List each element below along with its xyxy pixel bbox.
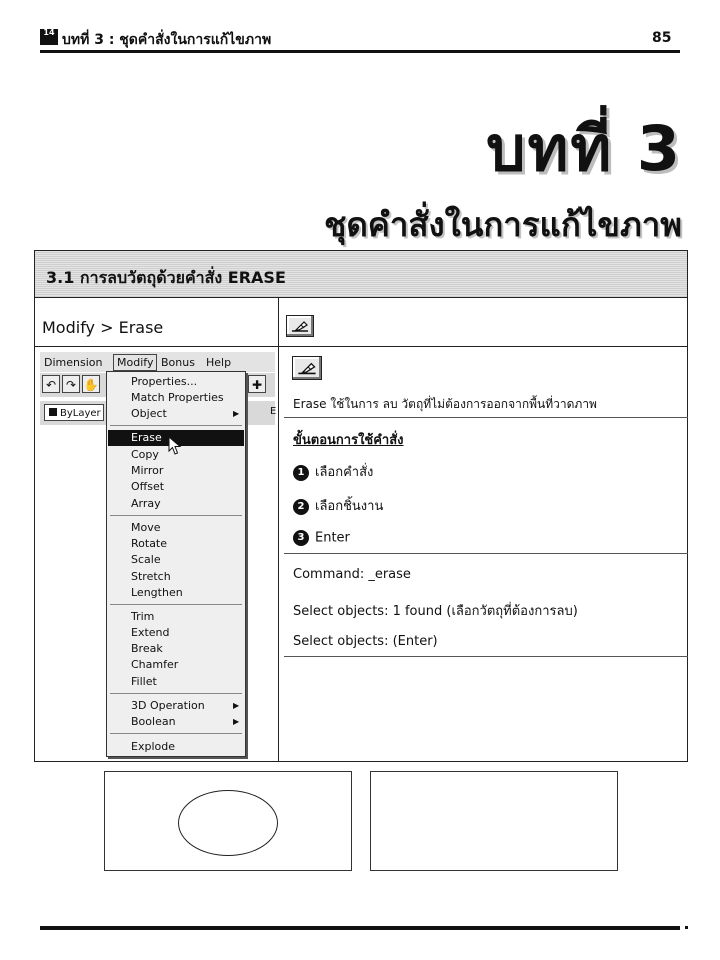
menu-item-rotate[interactable]: Rotate	[131, 537, 168, 550]
header-rule	[40, 50, 680, 53]
menu-item-extend[interactable]: Extend	[131, 626, 170, 639]
row-divider	[284, 553, 688, 554]
menu-separator	[110, 733, 242, 734]
eraser-icon	[287, 316, 313, 336]
step-item	[293, 530, 350, 546]
properties-icon[interactable]: ✚	[248, 375, 266, 393]
menu-item-trim[interactable]: Trim	[131, 610, 155, 623]
menu-item-break[interactable]: Break	[131, 642, 163, 655]
menu-item-object[interactable]: Object	[131, 407, 167, 420]
column-divider	[278, 298, 279, 762]
step-text: Enter	[315, 530, 350, 546]
toolbar-edge: E	[270, 406, 277, 417]
menu-item-array[interactable]: Array	[131, 497, 161, 510]
running-header-title: บทที่ 3 : ชุดคำสั่งในการแก้ไขภาพ	[62, 32, 272, 48]
step-text: เลือกคำสั่ง	[315, 465, 374, 480]
menu-dimension[interactable]: Dimension	[44, 356, 103, 369]
step-text: เลือกชิ้นงาน	[315, 499, 384, 514]
erase-toolbar-button[interactable]	[286, 315, 314, 337]
menu-item-lengthen[interactable]: Lengthen	[131, 586, 183, 599]
command-line: Command: _erase	[293, 567, 411, 582]
redo-icon[interactable]: ↷	[62, 375, 80, 393]
section-title: 3.1 การลบวัตถุด้วยคำสั่ง ERASE	[46, 268, 286, 287]
menu-bonus[interactable]: Bonus	[161, 356, 195, 369]
steps-heading: ขั้นตอนการใช้คำสั่ง	[293, 433, 404, 448]
app-menubar	[40, 352, 275, 372]
step-number: 3	[293, 530, 309, 546]
menu-item-properties[interactable]: Properties...	[131, 375, 198, 388]
chapter-title: บทที่ 3	[486, 112, 682, 185]
menu-item-boolean[interactable]: Boolean	[131, 715, 176, 728]
menu-item-move[interactable]: Move	[131, 521, 161, 534]
menu-separator	[110, 515, 242, 516]
menu-item-explode[interactable]: Explode	[131, 740, 175, 753]
menu-item-scale[interactable]: Scale	[131, 553, 161, 566]
step-number: 1	[293, 465, 309, 481]
menu-item-erase[interactable]: Erase	[131, 431, 162, 444]
menu-item-mirror[interactable]: Mirror	[131, 464, 164, 477]
chapter-icon: 14	[40, 29, 58, 45]
footer-dot	[685, 926, 688, 929]
menu-separator	[110, 604, 242, 605]
step-item	[293, 495, 383, 516]
footer-rule	[40, 926, 680, 930]
step-item	[293, 461, 373, 482]
menu-modify[interactable]: Modify	[113, 354, 157, 371]
submenu-arrow-icon: ▶	[233, 717, 240, 726]
ellipse-object	[178, 790, 278, 856]
menu-item-stretch[interactable]: Stretch	[131, 570, 171, 583]
layer-name: ByLayer	[60, 408, 101, 419]
submenu-arrow-icon: ▶	[233, 701, 240, 710]
erase-icon-large	[292, 356, 322, 380]
menu-item-copy[interactable]: Copy	[131, 448, 159, 461]
command-line: Select objects: (Enter)	[293, 634, 438, 649]
command-line: Select objects: 1 found (เลือกวัตถุที่ต้องการลบ)	[293, 604, 578, 619]
undo-icon[interactable]: ↶	[42, 375, 60, 393]
menu-item-3d-operation[interactable]: 3D Operation	[131, 699, 205, 712]
chapter-subtitle: ชุดคำสั่งในการแก้ไขภาพ	[323, 205, 682, 244]
layer-color-swatch	[49, 408, 57, 416]
pan-icon[interactable]: ✋	[82, 375, 100, 393]
submenu-arrow-icon: ▶	[233, 409, 240, 418]
menu-path-label: Modify > Erase	[42, 318, 164, 337]
menu-help[interactable]: Help	[206, 356, 232, 369]
step-number: 2	[293, 499, 309, 515]
page-number: 85	[652, 30, 672, 46]
layer-dropdown[interactable]	[44, 404, 104, 421]
row-divider	[34, 346, 688, 347]
menu-separator	[110, 693, 242, 694]
row-divider	[284, 417, 688, 418]
row-divider	[284, 656, 688, 657]
mouse-cursor-icon	[168, 436, 182, 456]
menu-item-match-properties[interactable]: Match Properties	[131, 391, 224, 404]
after-erase-panel	[370, 771, 618, 871]
menu-item-offset[interactable]: Offset	[131, 480, 165, 493]
menu-item-chamfer[interactable]: Chamfer	[131, 658, 179, 671]
menu-item-fillet[interactable]: Fillet	[131, 675, 157, 688]
erase-description: Erase ใช้ในการ ลบ วัตถุที่ไม่ต้องการออกจากพื้นที่วาดภาพ	[293, 397, 597, 411]
eraser-icon	[293, 357, 321, 379]
menu-separator	[110, 425, 242, 426]
